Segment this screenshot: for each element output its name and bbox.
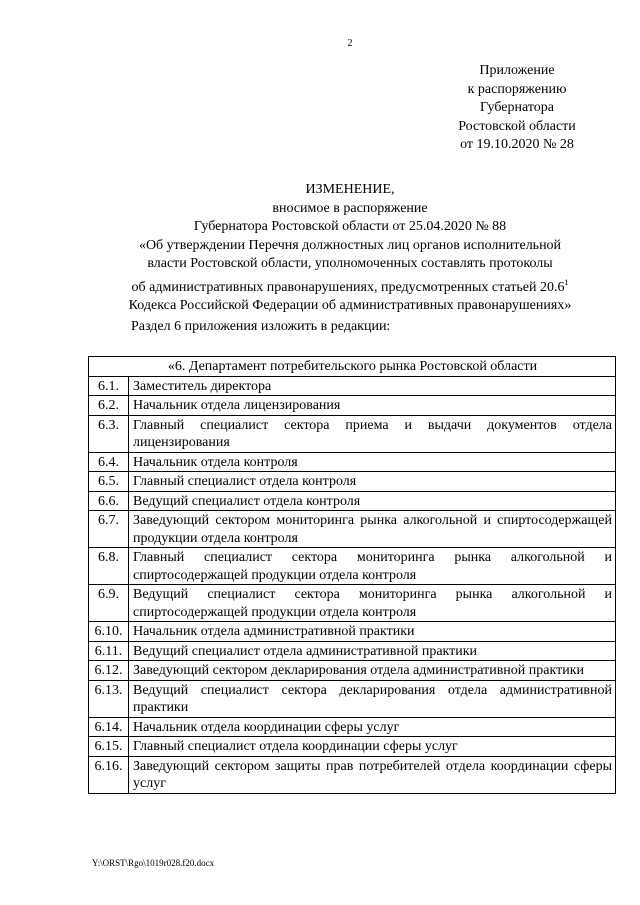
row-number: 6.7. xyxy=(89,511,129,548)
document-title xyxy=(60,181,640,316)
row-number: 6.12. xyxy=(89,661,129,681)
file-path-footer: Y:\ORST\Rgo\1019r028.f20.docx xyxy=(92,858,215,868)
position-title: Главный специалист отдела координации сферы услуг xyxy=(129,737,616,757)
title-line xyxy=(60,274,640,298)
page-number: 2 xyxy=(347,38,353,49)
row-number: 6.8. xyxy=(89,548,129,585)
row-number: 6.4. xyxy=(89,452,129,472)
position-title: Ведущий специалист сектора декларирования отдела административной практики xyxy=(129,680,616,717)
title-line: власти Ростовской области, уполномоченных составлять протоколы xyxy=(147,256,553,271)
row-number: 6.11. xyxy=(89,641,129,661)
table-row xyxy=(89,491,616,511)
table-header: «6. Департамент потребительского рынка Ростовской области xyxy=(89,357,616,377)
position-title: Ведущий специалист отдела контроля xyxy=(129,491,616,511)
table-row xyxy=(89,737,616,757)
position-title: Заведующий сектором мониторинга рынка алкогольной и спиртосодержащей продукции отдела контроля xyxy=(129,511,616,548)
row-number: 6.16. xyxy=(89,756,129,793)
row-number: 6.10. xyxy=(89,622,129,642)
table-row xyxy=(89,472,616,492)
table-row xyxy=(89,622,616,642)
table-row xyxy=(89,376,616,396)
appendix-block xyxy=(432,62,602,155)
table-header-row xyxy=(89,357,616,377)
position-title: Начальник отдела координации сферы услуг xyxy=(129,717,616,737)
row-number: 6.14. xyxy=(89,717,129,737)
table-row xyxy=(89,680,616,717)
table-row xyxy=(89,661,616,681)
intro-paragraph: Раздел 6 приложения изложить в редакции: xyxy=(131,319,391,334)
superscript: 1 xyxy=(564,277,569,287)
title-line: вносимое в распоряжение xyxy=(272,200,428,216)
table-row xyxy=(89,396,616,416)
positions-table xyxy=(88,356,616,794)
position-title: Главный специалист сектора мониторинга рынка алкогольной и спиртосодержащей продукции отдела контроля xyxy=(129,548,616,585)
position-title: Заведующий сектором декларирования отдела административной практики xyxy=(129,661,616,681)
title-line: «Об утверждении Перечня должностных лиц органов исполнительной xyxy=(138,237,562,253)
row-number: 6.15. xyxy=(89,737,129,757)
appendix-line: к распоряжению xyxy=(467,81,567,97)
row-number: 6.9. xyxy=(89,585,129,622)
row-number: 6.2. xyxy=(89,396,129,416)
position-title: Главный специалист отдела контроля xyxy=(129,472,616,492)
table-row xyxy=(89,641,616,661)
appendix-line: Приложение xyxy=(479,63,555,78)
position-title: Ведущий специалист сектора мониторинга рынка алкогольной и спиртосодержащей продукции отдела контроля xyxy=(129,585,616,622)
position-title: Ведущий специалист отдела административной практики xyxy=(129,641,616,661)
position-title: Начальник отдела административной практики xyxy=(129,622,616,642)
title-line: Губернатора Ростовской области от 25.04.2020 № 88 xyxy=(193,219,507,234)
table-row xyxy=(89,756,616,793)
title-heading: ИЗМЕНЕНИЕ, xyxy=(305,182,395,197)
row-number: 6.13. xyxy=(89,680,129,717)
appendix-line: Ростовской области xyxy=(458,118,576,134)
position-title: Начальник отдела лицензирования xyxy=(129,396,616,416)
appendix-line: Губернатора xyxy=(479,100,555,115)
position-title: Начальник отдела контроля xyxy=(129,452,616,472)
title-line: Кодекса Российской Федерации об административных правонарушениях» xyxy=(128,298,572,313)
row-number: 6.6. xyxy=(89,491,129,511)
table-row xyxy=(89,511,616,548)
appendix-line: от 19.10.2020 № 28 xyxy=(460,137,574,152)
table-row xyxy=(89,585,616,622)
table-row xyxy=(89,452,616,472)
row-number: 6.3. xyxy=(89,415,129,452)
table-row xyxy=(89,717,616,737)
title-line-text: об административных правонарушениях, предусмотренных статьей 20.6 xyxy=(131,279,565,295)
position-title: Главный специалист сектора приема и выдачи документов отдела лицензирования xyxy=(129,415,616,452)
table-row xyxy=(89,415,616,452)
position-title: Заведующий сектором защиты прав потребителей отдела координации сферы услуг xyxy=(129,756,616,793)
position-title: Заместитель директора xyxy=(129,376,616,396)
table-row xyxy=(89,548,616,585)
row-number: 6.5. xyxy=(89,472,129,492)
row-number: 6.1. xyxy=(89,376,129,396)
